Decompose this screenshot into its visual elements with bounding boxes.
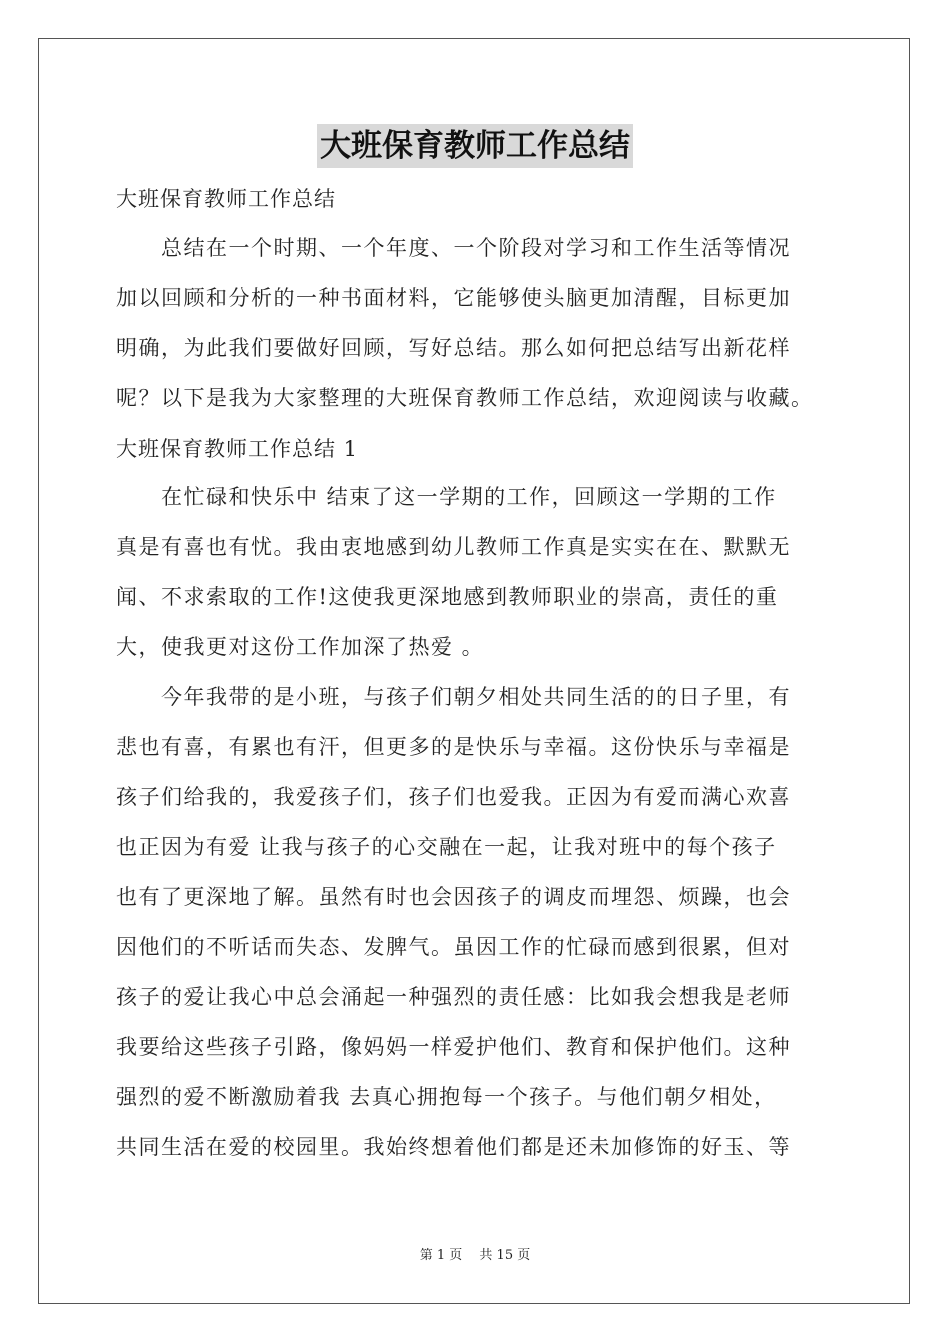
- text-line: 我要给这些孩子引路，像妈妈一样爱护他们、教育和保护他们。这种: [116, 1035, 791, 1059]
- text-line: 也有了更深地了解。虽然有时也会因孩子的调皮而埋怨、烦躁，也会: [116, 885, 791, 909]
- text-line: 悲也有喜，有累也有汗，但更多的是快乐与幸福。这份快乐与幸福是: [116, 735, 791, 759]
- text-line: 呢？以下是我为大家整理的大班保育教师工作总结，欢迎阅读与收藏。: [116, 386, 814, 410]
- text-line: 在忙碌和快乐中 结束了这一学期的工作，回顾这一学期的工作: [116, 485, 777, 509]
- text-line: 也正因为有爱 让我与孩子的心交融在一起，让我对班中的每个孩子: [116, 835, 777, 859]
- text-line: 今年我带的是小班，与孩子们朝夕相处共同生活的的日子里，有: [116, 685, 791, 709]
- document-subtitle: 大班保育教师工作总结: [116, 187, 336, 211]
- text-line: 闻、不求索取的工作!这使我更深地感到教师职业的崇高，责任的重: [116, 585, 779, 609]
- text-line: 总结在一个时期、一个年度、一个阶段对学习和工作生活等情况: [116, 236, 791, 260]
- text-line: 加以回顾和分析的一种书面材料，它能够使头脑更加清醒，目标更加: [116, 286, 791, 310]
- document-title: 大班保育教师工作总结: [317, 124, 633, 168]
- paragraph-2: [116, 672, 838, 1172]
- document-title-wrapper: [0, 124, 950, 168]
- text-line: 孩子们给我的，我爱孩子们，孩子们也爱我。正因为有爱而满心欢喜: [116, 785, 791, 809]
- section-heading: 大班保育教师工作总结 1: [116, 437, 359, 461]
- text-line: 明确，为此我们要做好回顾，写好总结。那么如何把总结写出新花样: [116, 336, 791, 360]
- text-line: 孩子的爱让我心中总会涌起一种强烈的责任感：比如我会想我是老师: [116, 985, 791, 1009]
- text-line: 共同生活在爱的校园里。我始终想着他们都是还未加修饰的好玉、等: [116, 1135, 791, 1159]
- paragraph-1: [116, 472, 838, 672]
- text-line: 真是有喜也有忧。我由衷地感到幼儿教师工作真是实实在在、默默无: [116, 535, 791, 559]
- text-line: 大，使我更对这份工作加深了热爱 。: [116, 635, 485, 659]
- text-line: 因他们的不听话而失态、发脾气。虽因工作的忙碌而感到很累，但对: [116, 935, 791, 959]
- page-footer: 第 1 页 共 15 页: [419, 1248, 531, 1263]
- intro-paragraph: [116, 223, 838, 423]
- text-line: 强烈的爱不断激励着我 去真心拥抱每一个孩子。与他们朝夕相处，: [116, 1085, 777, 1109]
